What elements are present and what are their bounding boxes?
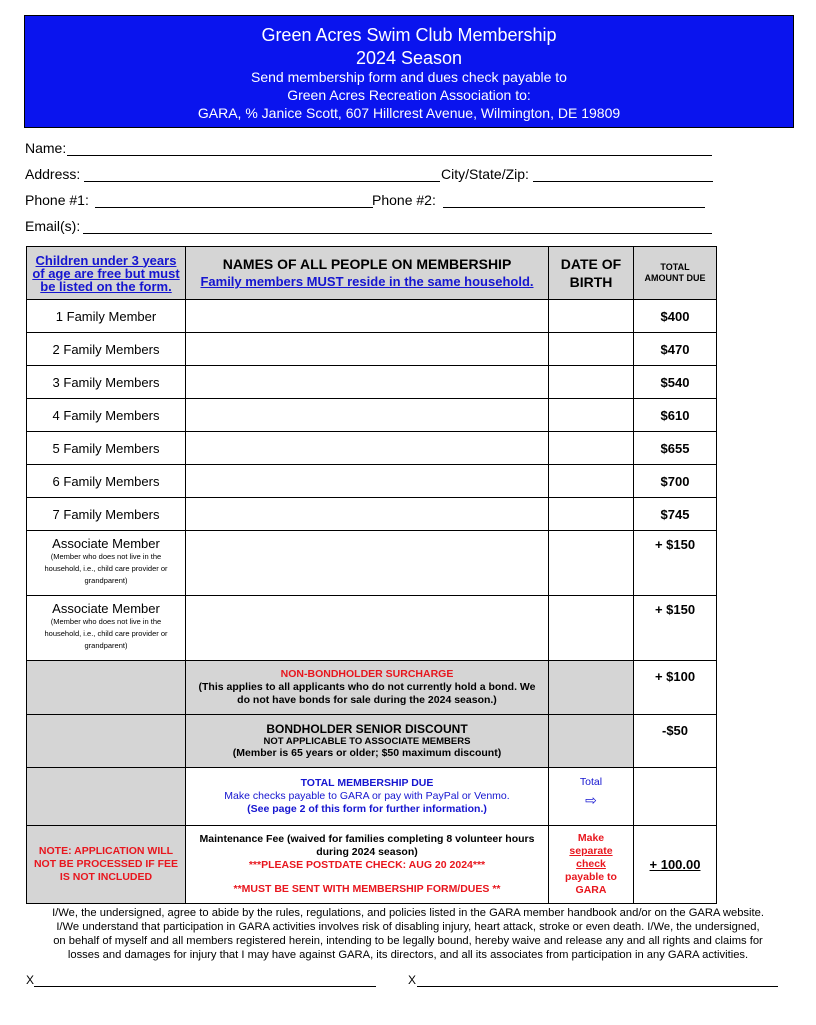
name-field[interactable]	[67, 155, 712, 156]
associate-cell	[27, 531, 186, 596]
dob-input[interactable]	[549, 498, 634, 531]
surcharge-cell	[186, 661, 549, 715]
blank-cell	[27, 715, 186, 768]
discount-row	[27, 715, 717, 768]
associate-label: Associate Member	[52, 536, 160, 551]
dob-input[interactable]	[549, 333, 634, 366]
phone2-field[interactable]	[443, 207, 705, 208]
city-state-zip-field[interactable]	[533, 181, 713, 182]
names-header-title: NAMES OF ALL PEOPLE ON MEMBERSHIP	[222, 256, 512, 272]
check-note-l2: separate	[569, 845, 613, 857]
household-note: Family members MUST reside in the same household.	[200, 274, 534, 289]
dob-input[interactable]	[549, 531, 634, 596]
associate-note-l2: household, i.e., child care provider or	[44, 564, 168, 573]
postdate-note: ***PLEASE POSTDATE CHECK: AUG 20 2024***	[248, 859, 486, 871]
separate-check-cell	[549, 826, 634, 904]
associate-note-l1: (Member who does not live in the	[50, 617, 162, 626]
blank-cell	[549, 661, 634, 715]
dob-input[interactable]	[549, 366, 634, 399]
names-header	[186, 247, 549, 300]
payee-name: Green Acres Recreation Association to:	[287, 87, 531, 103]
membership-table	[26, 246, 717, 904]
total-text-l2: (See page 2 of this form for further information.)	[247, 803, 487, 815]
dob-input[interactable]	[549, 596, 634, 661]
blank-cell	[27, 661, 186, 715]
maintenance-text-l2: during 2024 season)	[316, 846, 418, 858]
table-row	[27, 498, 717, 531]
phone1-field[interactable]	[95, 207, 373, 208]
surcharge-price: + $100	[634, 661, 717, 715]
table-row	[27, 399, 717, 432]
surcharge-row	[27, 661, 717, 715]
email-label: Email(s):	[25, 218, 81, 234]
names-input[interactable]	[186, 596, 549, 661]
check-note-l1: Make	[577, 832, 605, 844]
check-note-l5: GARA	[575, 884, 607, 896]
phone-field-row	[25, 192, 715, 208]
family-price: $700	[634, 465, 717, 498]
associate-note-l1: (Member who does not live in the	[50, 552, 162, 561]
surcharge-title: NON-BONDHOLDER SURCHARGE	[280, 668, 454, 680]
amount-header-l1: TOTAL	[660, 262, 690, 272]
waiver-line-4: losses and damages for injury that I may have against GARA, its directors, and all its associates from participation in any GARA activities.	[67, 949, 749, 961]
names-input[interactable]	[186, 366, 549, 399]
associate-note-l3: grandparent)	[84, 641, 128, 650]
total-row	[27, 768, 717, 826]
names-input[interactable]	[186, 432, 549, 465]
names-input[interactable]	[186, 300, 549, 333]
associate-row	[27, 596, 717, 661]
address-field-row	[25, 166, 715, 182]
maintenance-note-l3: IS NOT INCLUDED	[59, 871, 153, 883]
table-row	[27, 465, 717, 498]
total-amount-input[interactable]	[634, 768, 717, 826]
check-note-l4: payable to	[565, 871, 617, 883]
table-row	[27, 300, 717, 333]
phone2-label: Phone #2:	[372, 192, 436, 208]
address-label: Address:	[25, 166, 81, 182]
mailing-address: GARA, % Janice Scott, 607 Hillcrest Avenue, Wilmington, DE 19809	[197, 105, 621, 121]
total-text-l1: Make checks payable to GARA or pay with PayPal or Venmo.	[224, 790, 510, 802]
family-price: $540	[634, 366, 717, 399]
family-label: 7 Family Members	[27, 498, 186, 531]
names-input[interactable]	[186, 498, 549, 531]
amount-header	[634, 247, 717, 300]
dob-input[interactable]	[549, 432, 634, 465]
waiver-text	[18, 906, 798, 962]
email-field-row	[25, 218, 715, 234]
waiver-line-3: on behalf of myself and all members registered herein, intending to be legally bound, hereby waive and release any and all rights and claims for	[53, 935, 763, 947]
maintenance-note-l2: NOT BE PROCESSED IF FEE	[33, 858, 179, 870]
table-row	[27, 333, 717, 366]
amount-header-l2: AMOUNT DUE	[644, 273, 706, 283]
dob-input[interactable]	[549, 399, 634, 432]
associate-label: Associate Member	[52, 601, 160, 616]
discount-text: (Member is 65 years or older; $50 maximum discount)	[232, 747, 502, 759]
blank-cell	[549, 715, 634, 768]
family-price: $745	[634, 498, 717, 531]
dob-header-l1: DATE OF	[560, 256, 622, 272]
total-cell	[186, 768, 549, 826]
signature-mark-1: X	[26, 973, 35, 987]
address-field[interactable]	[84, 181, 440, 182]
family-label: 2 Family Members	[27, 333, 186, 366]
name-field-row	[25, 140, 715, 156]
form-season: 2024 Season	[355, 48, 463, 68]
family-label: 1 Family Member	[27, 300, 186, 333]
family-label: 4 Family Members	[27, 399, 186, 432]
waiver-line-1: I/We, the undersigned, agree to abide by the rules, regulations, and policies listed in the GARA member handbook and/or on the GARA website.	[52, 907, 764, 919]
associate-note-l3: grandparent)	[84, 576, 128, 585]
phone1-label: Phone #1:	[25, 192, 89, 208]
name-label: Name:	[25, 140, 67, 156]
associate-note-l2: household, i.e., child care provider or	[44, 629, 168, 638]
maintenance-note-l1: NOTE: APPLICATION WILL	[38, 845, 174, 857]
associate-price: + $150	[634, 531, 717, 596]
table-header-row	[27, 247, 717, 300]
family-price: $470	[634, 333, 717, 366]
associate-price: + $150	[634, 596, 717, 661]
discount-price: -$50	[634, 715, 717, 768]
maintenance-row	[27, 826, 717, 904]
names-input[interactable]	[186, 333, 549, 366]
city-label: City/State/Zip:	[441, 166, 529, 182]
form-title: Green Acres Swim Club Membership	[261, 25, 557, 45]
total-label-cell	[549, 768, 634, 826]
maintenance-cell	[186, 826, 549, 904]
right-arrow-icon: ⇨	[585, 792, 597, 808]
discount-sub: NOT APPLICABLE TO ASSOCIATE MEMBERS	[263, 736, 471, 747]
maintenance-price: + 100.00	[634, 826, 717, 904]
table-row	[27, 366, 717, 399]
maintenance-note-cell	[27, 826, 186, 904]
family-price: $400	[634, 300, 717, 333]
check-note-l3: check	[576, 858, 606, 870]
total-label: Total	[579, 776, 603, 788]
surcharge-text-l2: do not have bonds for sale during the 2024 season.)	[237, 694, 497, 706]
maintenance-text-l1: Maintenance Fee (waived for families completing 8 volunteer hours	[199, 833, 535, 845]
mailing-instruction: Send membership form and dues check payable to	[251, 69, 567, 85]
children-note: Children under 3 years of age are free but must be listed on the form.	[27, 247, 186, 300]
names-input[interactable]	[186, 465, 549, 498]
discount-cell	[186, 715, 549, 768]
waiver-line-2: I/We understand that participation in GARA activities involves risk of disabling injury, heart attack, stroke or even death. I/We, the undersigned,	[56, 921, 760, 933]
surcharge-text-l1: (This applies to all applicants who do not currently hold a bond. We	[198, 681, 536, 693]
email-field[interactable]	[83, 233, 712, 234]
form-header	[24, 15, 794, 128]
family-label: 6 Family Members	[27, 465, 186, 498]
dob-input[interactable]	[549, 300, 634, 333]
associate-cell	[27, 596, 186, 661]
total-title: TOTAL MEMBERSHIP DUE	[300, 777, 434, 789]
family-price: $610	[634, 399, 717, 432]
dob-header	[549, 247, 634, 300]
associate-row	[27, 531, 717, 596]
dob-header-l2: BIRTH	[569, 274, 613, 290]
names-input[interactable]	[186, 399, 549, 432]
signature-mark-2: X	[408, 973, 417, 987]
family-price: $655	[634, 432, 717, 465]
must-send-note: **MUST BE SENT WITH MEMBERSHIP FORM/DUES **	[233, 883, 501, 895]
dob-input[interactable]	[549, 465, 634, 498]
signature-line-2[interactable]	[417, 986, 778, 987]
family-label: 3 Family Members	[27, 366, 186, 399]
table-row	[27, 432, 717, 465]
family-label: 5 Family Members	[27, 432, 186, 465]
blank-cell	[27, 768, 186, 826]
names-input[interactable]	[186, 531, 549, 596]
discount-title: BONDHOLDER SENIOR DISCOUNT	[266, 722, 468, 736]
signature-line-1[interactable]	[34, 986, 376, 987]
